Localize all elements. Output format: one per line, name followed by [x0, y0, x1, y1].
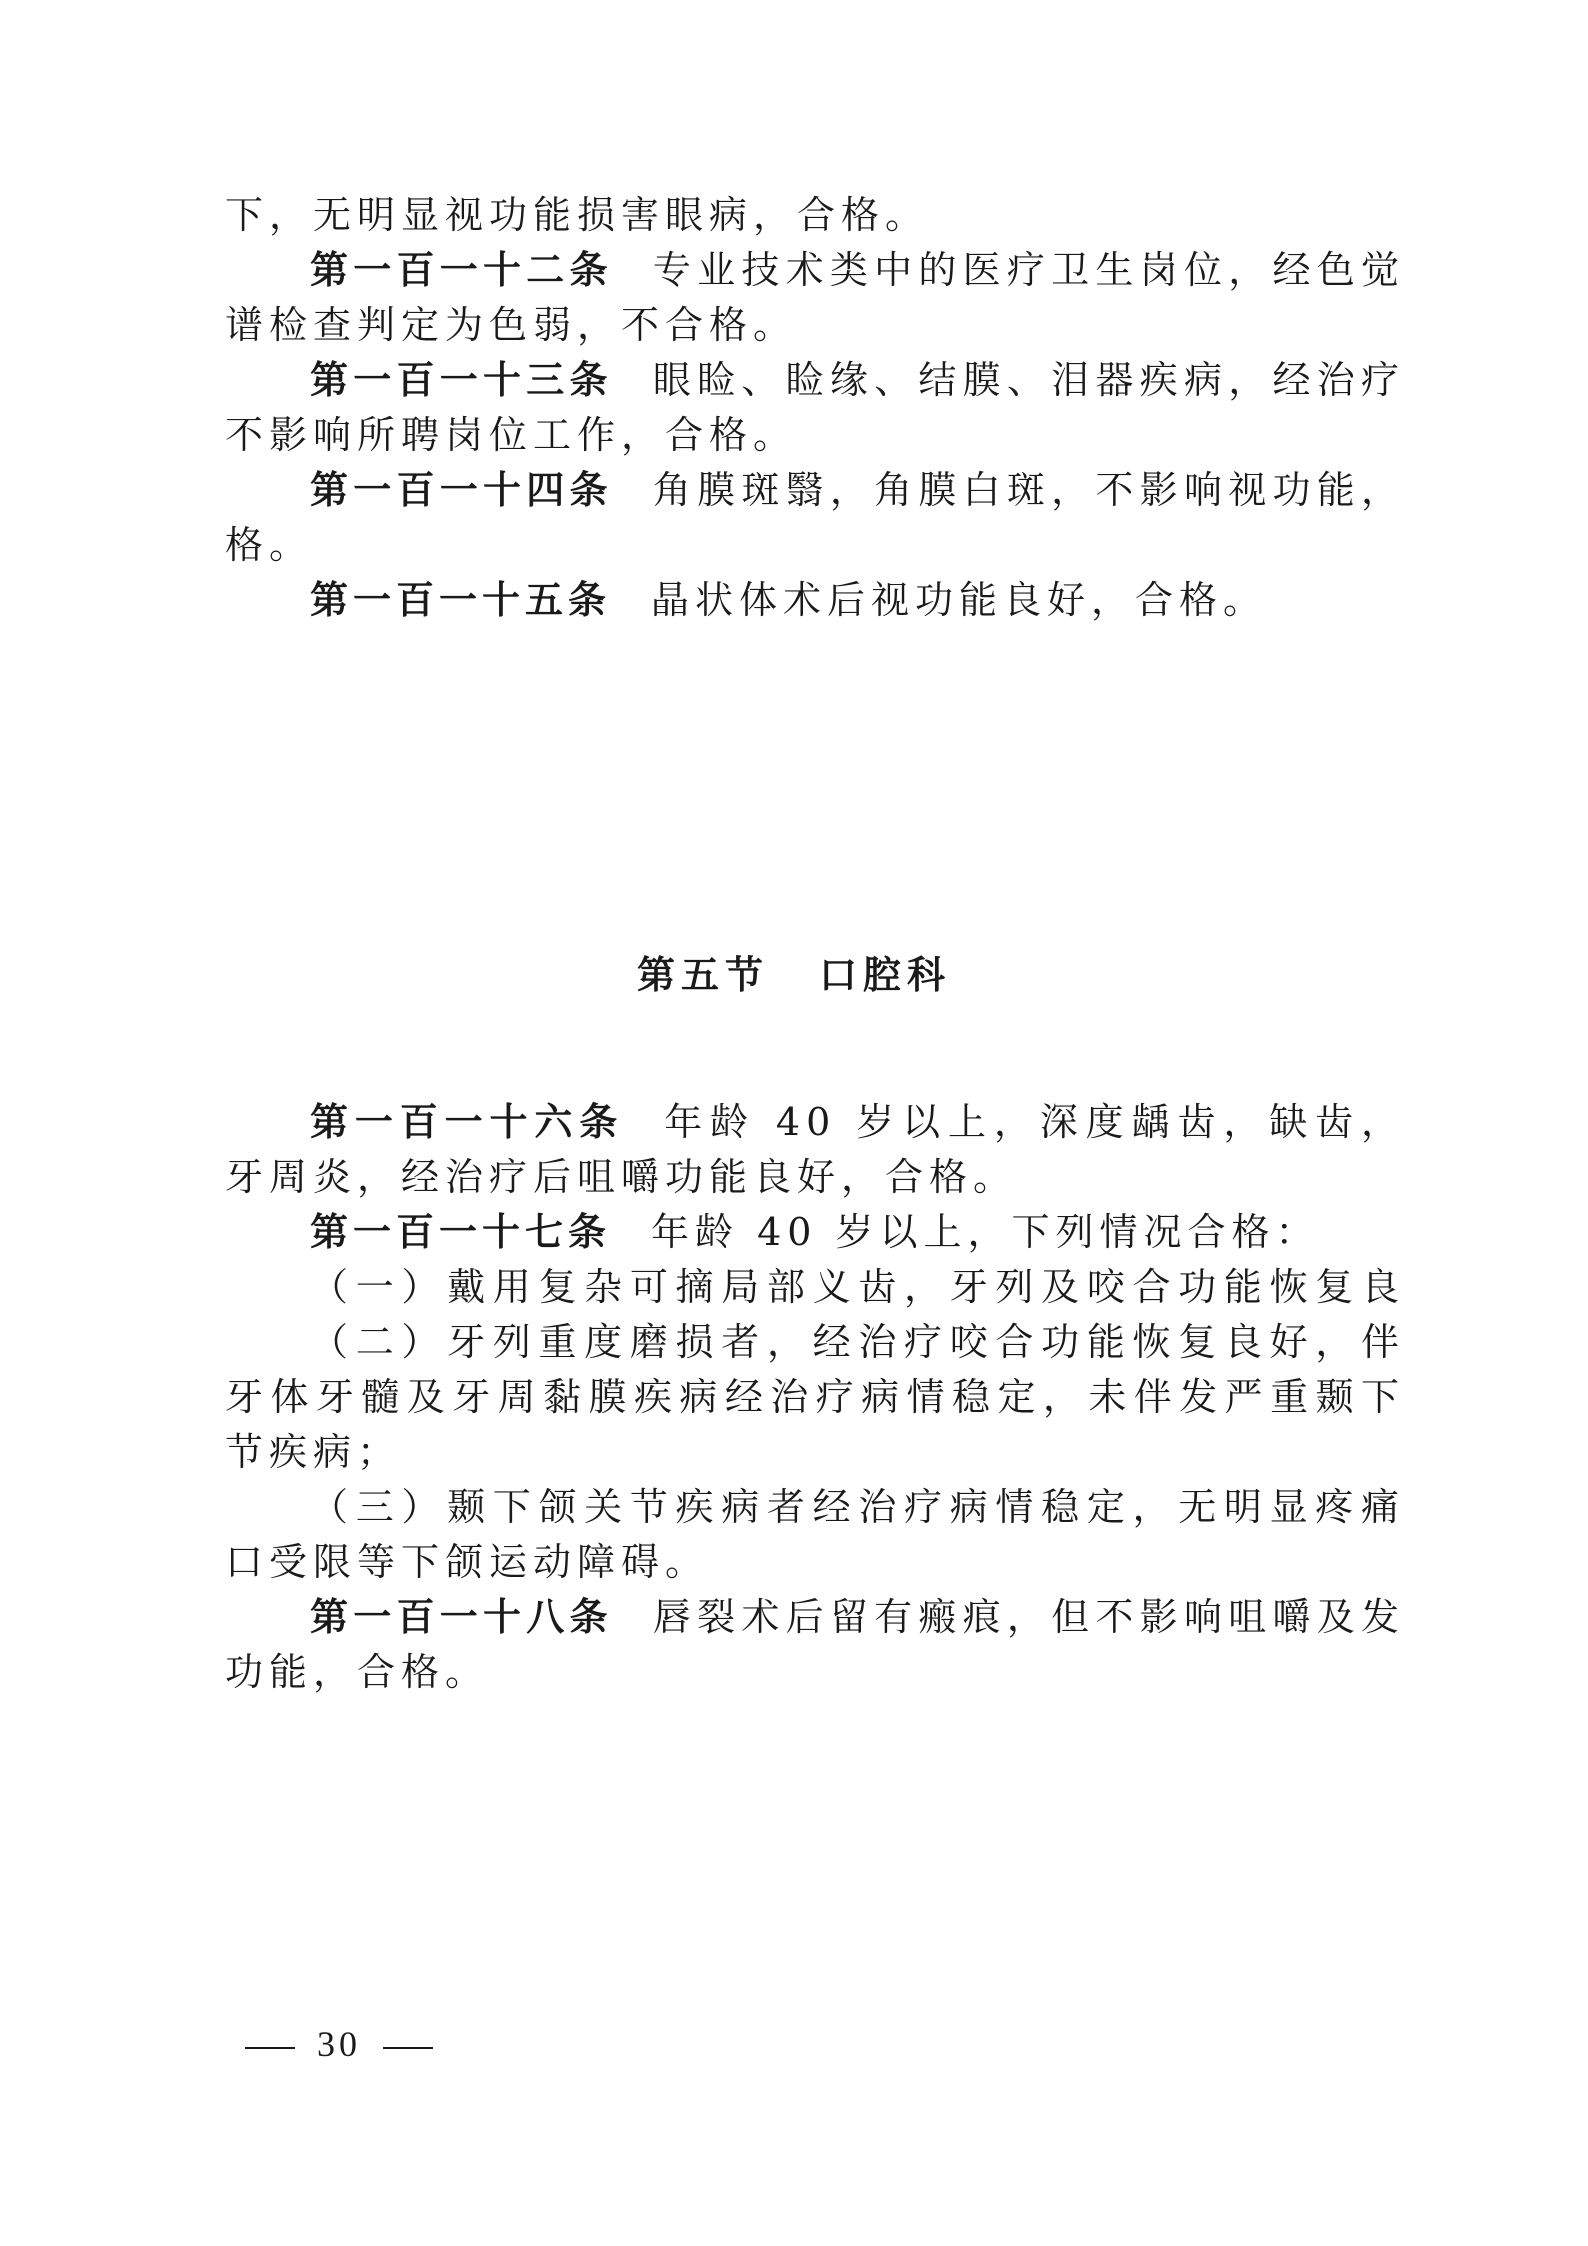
- text-line: 不影响所聘岗位工作，合格。: [225, 413, 798, 457]
- article-113: [310, 355, 1405, 405]
- article-label: 第一百一十三条: [310, 358, 613, 402]
- text-line: 牙周炎，经治疗后咀嚼功能良好，合格。: [225, 1155, 1018, 1199]
- text-line: 口受限等下颌运动障碍。: [225, 1540, 710, 1584]
- section-name: 口腔科: [819, 953, 952, 997]
- text-line: 谱检查判定为色弱，不合格。: [225, 303, 798, 347]
- article-115: [310, 575, 1405, 625]
- dash-right: [383, 2047, 433, 2049]
- page-number-value: 30: [317, 2024, 361, 2064]
- page-number: [245, 2022, 433, 2066]
- article-label: 第一百一十七条: [310, 1210, 612, 1254]
- text-line: 格。: [225, 523, 314, 567]
- section-number: 第五节: [636, 953, 769, 997]
- article-112: [310, 245, 1405, 295]
- text-line: （一）戴用复杂可摘局部义齿，牙列及咬合功能恢复良: [310, 1265, 1405, 1309]
- article-117: [310, 1207, 1405, 1257]
- text-line: （三）颞下颌关节疾病者经治疗病情稳定，无明显疼痛: [310, 1485, 1405, 1529]
- text-line: 牙体牙髓及牙周黏膜疾病经治疗病情稳定，未伴发严重颞下: [225, 1375, 1405, 1419]
- dash-left: [245, 2047, 295, 2049]
- section-title: [0, 950, 1588, 1000]
- article-label: 第一百一十八条: [310, 1595, 613, 1639]
- article-text: 唇裂术后留有瘢痕，但不影响咀嚼及发: [652, 1595, 1405, 1639]
- article-text: 专业技术类中的医疗卫生岗位，经色觉: [652, 248, 1405, 292]
- text-line: （二）牙列重度磨损者，经治疗咬合功能恢复良好，伴: [310, 1320, 1405, 1364]
- article-label: 第一百一十五条: [310, 578, 612, 622]
- article-text: 年龄 40 岁以上，深度龋齿，缺齿，: [664, 1100, 1405, 1144]
- text-line: 功能，合格。: [225, 1650, 490, 1694]
- article-text: 年龄 40 岁以上，下列情况合格：: [651, 1210, 1320, 1254]
- article-label: 第一百一十四条: [310, 468, 613, 512]
- article-116: [310, 1097, 1405, 1147]
- article-label: 第一百一十六条: [310, 1100, 625, 1144]
- article-label: 第一百一十二条: [310, 248, 613, 292]
- article-text: 晶状体术后视功能良好，合格。: [651, 578, 1268, 622]
- article-114: [310, 465, 1405, 515]
- article-118: [310, 1592, 1405, 1642]
- article-text: 眼睑、睑缘、结膜、泪器疾病，经治疗: [652, 358, 1405, 402]
- text-line: 下，无明显视功能损害眼病，合格。: [225, 193, 930, 237]
- text-line: 节疾病；: [225, 1430, 402, 1474]
- article-text: 角膜斑翳，角膜白斑，不影响视功能，: [652, 468, 1405, 512]
